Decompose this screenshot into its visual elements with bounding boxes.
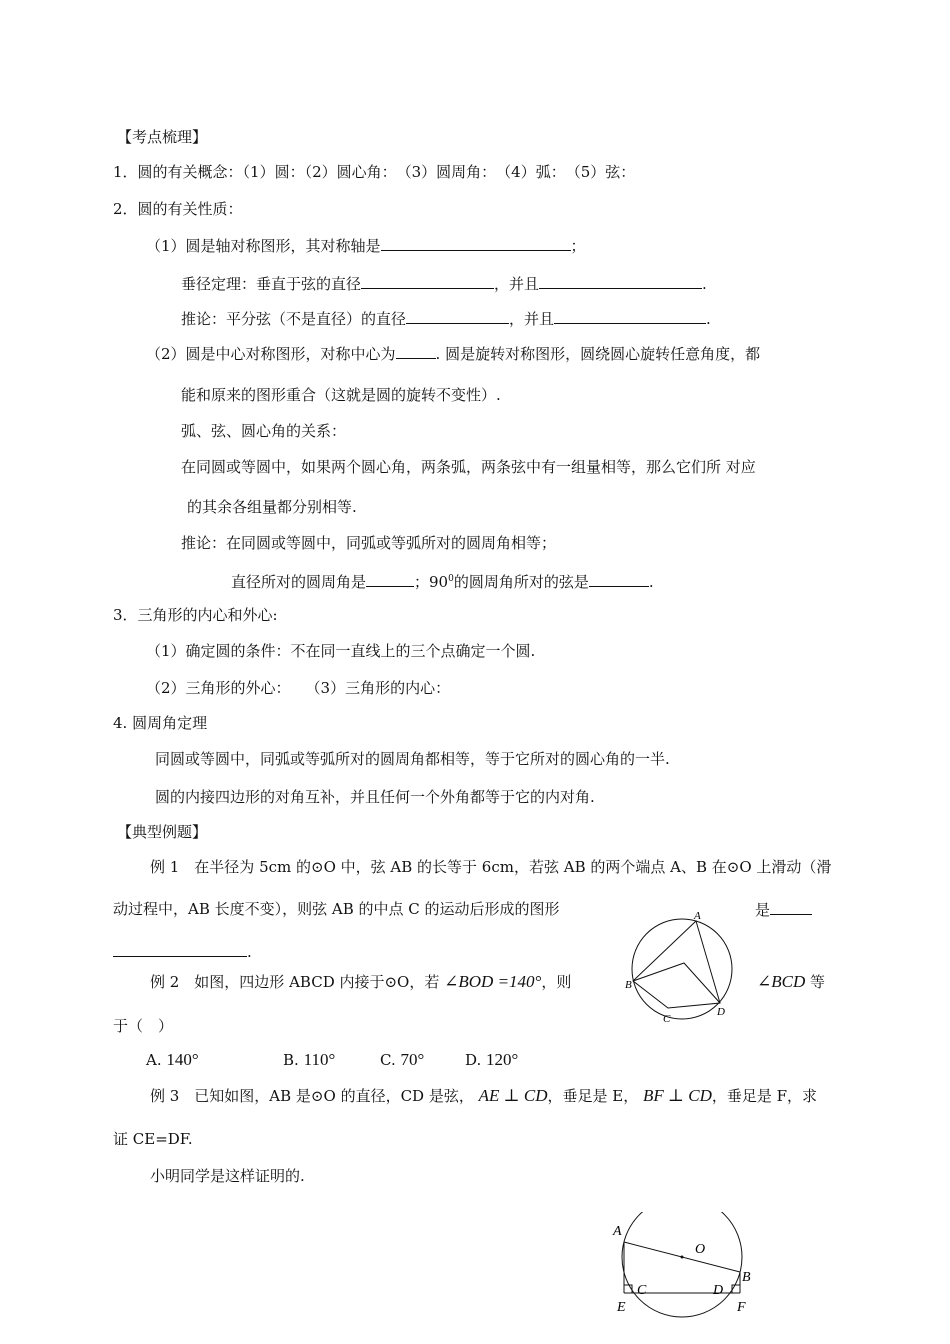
option-a[interactable]: [146, 1049, 199, 1071]
incenter-heading: 3．三角形的内心和外心:: [113, 606, 278, 624]
text: （1）圆是轴对称图形，其对称轴是: [146, 237, 381, 255]
centers-line: （2）三角形的外心： （3）三角形的内心：: [146, 679, 451, 697]
center-dot: [681, 1256, 684, 1259]
example-2-bcd: [757, 971, 825, 993]
section-title-review: 【考点梳理】: [117, 128, 208, 146]
option-label: C.: [380, 1051, 396, 1069]
text: 等: [810, 973, 826, 991]
rotation-invariance-line: 能和原来的图形重合（这就是圆的旋转不变性）.: [181, 386, 501, 404]
option-b[interactable]: [283, 1049, 335, 1071]
option-value: 110°: [303, 1050, 336, 1069]
option-value: 70°: [400, 1050, 425, 1069]
text: （2）圆是中心对称图形，对称中心为: [146, 345, 396, 363]
fill-blank[interactable]: [406, 307, 509, 324]
point-label-d: D: [717, 1006, 725, 1018]
figure-diameter-chord: [606, 1212, 766, 1322]
inscribed-angle-heading: 4. 圆周角定理: [113, 714, 208, 732]
text: 是: [755, 901, 771, 919]
example-1-line-1: 例 1 在半径为 5cm 的⊙O 中，弦 AB 的长等于 6cm，若弦 AB 的两个端点 A、B 在⊙O 上滑动（滑: [150, 858, 832, 876]
text: 例 3 已知如图，AB 是⊙O 的直径，CD 是弦，: [150, 1087, 474, 1105]
example-3-line-1: [150, 1085, 817, 1107]
fill-blank[interactable]: [554, 307, 706, 324]
option-d[interactable]: [465, 1049, 518, 1071]
diameter-angle-line: [231, 568, 654, 593]
ae-perp-cd: AE ⊥ CD: [478, 1086, 548, 1105]
text: ，垂足是 E，: [547, 1087, 639, 1105]
relation-text-1: 在同圆或等圆中，如果两个圆心角，两条弧，两条弦中有一组量相等，那么它们所 对应: [181, 458, 756, 476]
perpendicular-diameter-line: [181, 272, 707, 295]
text: 垂径定理：垂直于弦的直径: [181, 275, 362, 293]
text: ，则: [541, 973, 572, 991]
text: ，并且: [509, 310, 555, 328]
text: . 圆是旋转对称图形，圆绕圆心旋转任意角度，都: [435, 345, 761, 363]
fill-blank[interactable]: [361, 272, 494, 289]
example-2-line-2: 于（ ）: [113, 1017, 174, 1035]
option-c[interactable]: [380, 1049, 424, 1071]
text: .: [702, 275, 707, 293]
cyclic-quadrilateral: 圆的内接四边形的对角互补，并且任何一个外角都等于它的内对角.: [155, 788, 595, 806]
text: ；90: [414, 573, 449, 591]
corollary-line: [181, 307, 711, 330]
fill-blank[interactable]: [589, 570, 649, 587]
point-label-b: B: [625, 979, 632, 991]
fill-blank[interactable]: [113, 940, 247, 957]
fill-blank[interactable]: [396, 342, 436, 359]
option-label: B.: [283, 1051, 299, 1069]
angle-bcd-formula: ∠BCD: [757, 972, 806, 991]
option-value: 120°: [486, 1050, 519, 1069]
example-1-answer: [755, 898, 812, 921]
example-1-answer-cont: [113, 940, 252, 963]
example-3-line-3: 小明同学是这样证明的.: [150, 1167, 305, 1185]
option-label: A.: [146, 1051, 162, 1069]
corollary-2: 推论：在同圆或等圆中，同弧或等弧所对的圆周角相等；: [181, 534, 557, 552]
relation-text-2: 的其余各组量都分别相等.: [187, 498, 357, 516]
point-label-d: D: [713, 1283, 724, 1298]
text: .: [247, 943, 252, 961]
example-2-line-1: [150, 971, 571, 993]
option-value: 140°: [166, 1050, 199, 1069]
text: 直径所对的圆周角是: [231, 573, 367, 591]
figure-cyclic-quadrilateral: [620, 906, 745, 1031]
example-3-line-2: 证 CE=DF.: [113, 1130, 193, 1148]
point-label-a: A: [694, 910, 701, 922]
properties-heading: 2．圆的有关性质：: [113, 200, 243, 218]
central-symmetry-line: [146, 342, 760, 365]
axis-symmetry-line: [146, 234, 586, 257]
text: 推论：平分弦（不是直径）的直径: [181, 310, 407, 328]
text: 例 2 如图，四边形 ABCD 内接于⊙O，若: [150, 973, 440, 991]
relation-heading: 弧、弦、圆心角的关系：: [181, 422, 347, 440]
text: .: [648, 573, 654, 591]
text: ，并且: [494, 275, 540, 293]
example-1-line-2: 动过程中，AB 长度不变），则弦 AB 的中点 C 的运动后形成的图形: [113, 900, 560, 918]
fill-blank[interactable]: [381, 234, 571, 251]
text: ；: [570, 237, 586, 255]
point-label-f: F: [737, 1300, 746, 1315]
fill-blank[interactable]: [770, 898, 812, 915]
text: 的圆周角所对的弦是: [453, 573, 589, 591]
point-label-b: B: [742, 1270, 751, 1285]
point-label-a: A: [613, 1224, 622, 1239]
option-label: D.: [465, 1051, 482, 1069]
point-label-e: E: [617, 1300, 626, 1315]
text: .: [706, 310, 711, 328]
inscribed-angle-theorem: 同圆或等圆中，同弧或等弧所对的圆周角都相等，等于它所对的圆心角的一半.: [155, 750, 670, 768]
angle-bod-formula: ∠BOD =140°: [444, 972, 542, 991]
point-label-c: C: [663, 1013, 671, 1025]
point-label-o: O: [695, 1242, 706, 1257]
text: ，垂足是 F，求: [711, 1087, 818, 1105]
circle-condition: （1）确定圆的条件：不在同一直线上的三个点确定一个圆.: [146, 642, 536, 660]
concepts-line: 1．圆的有关概念：（1）圆：（2）圆心角： （3）圆周角： （4）弧： （5）弦：: [113, 163, 636, 181]
section-title-examples: 【典型例题】: [117, 823, 208, 841]
degree-sup: 0: [448, 574, 454, 584]
circle: [622, 1212, 742, 1317]
bf-perp-cd: BF ⊥ CD: [643, 1086, 712, 1105]
fill-blank[interactable]: [366, 570, 414, 587]
point-label-c: C: [637, 1283, 647, 1298]
fill-blank[interactable]: [539, 272, 702, 289]
